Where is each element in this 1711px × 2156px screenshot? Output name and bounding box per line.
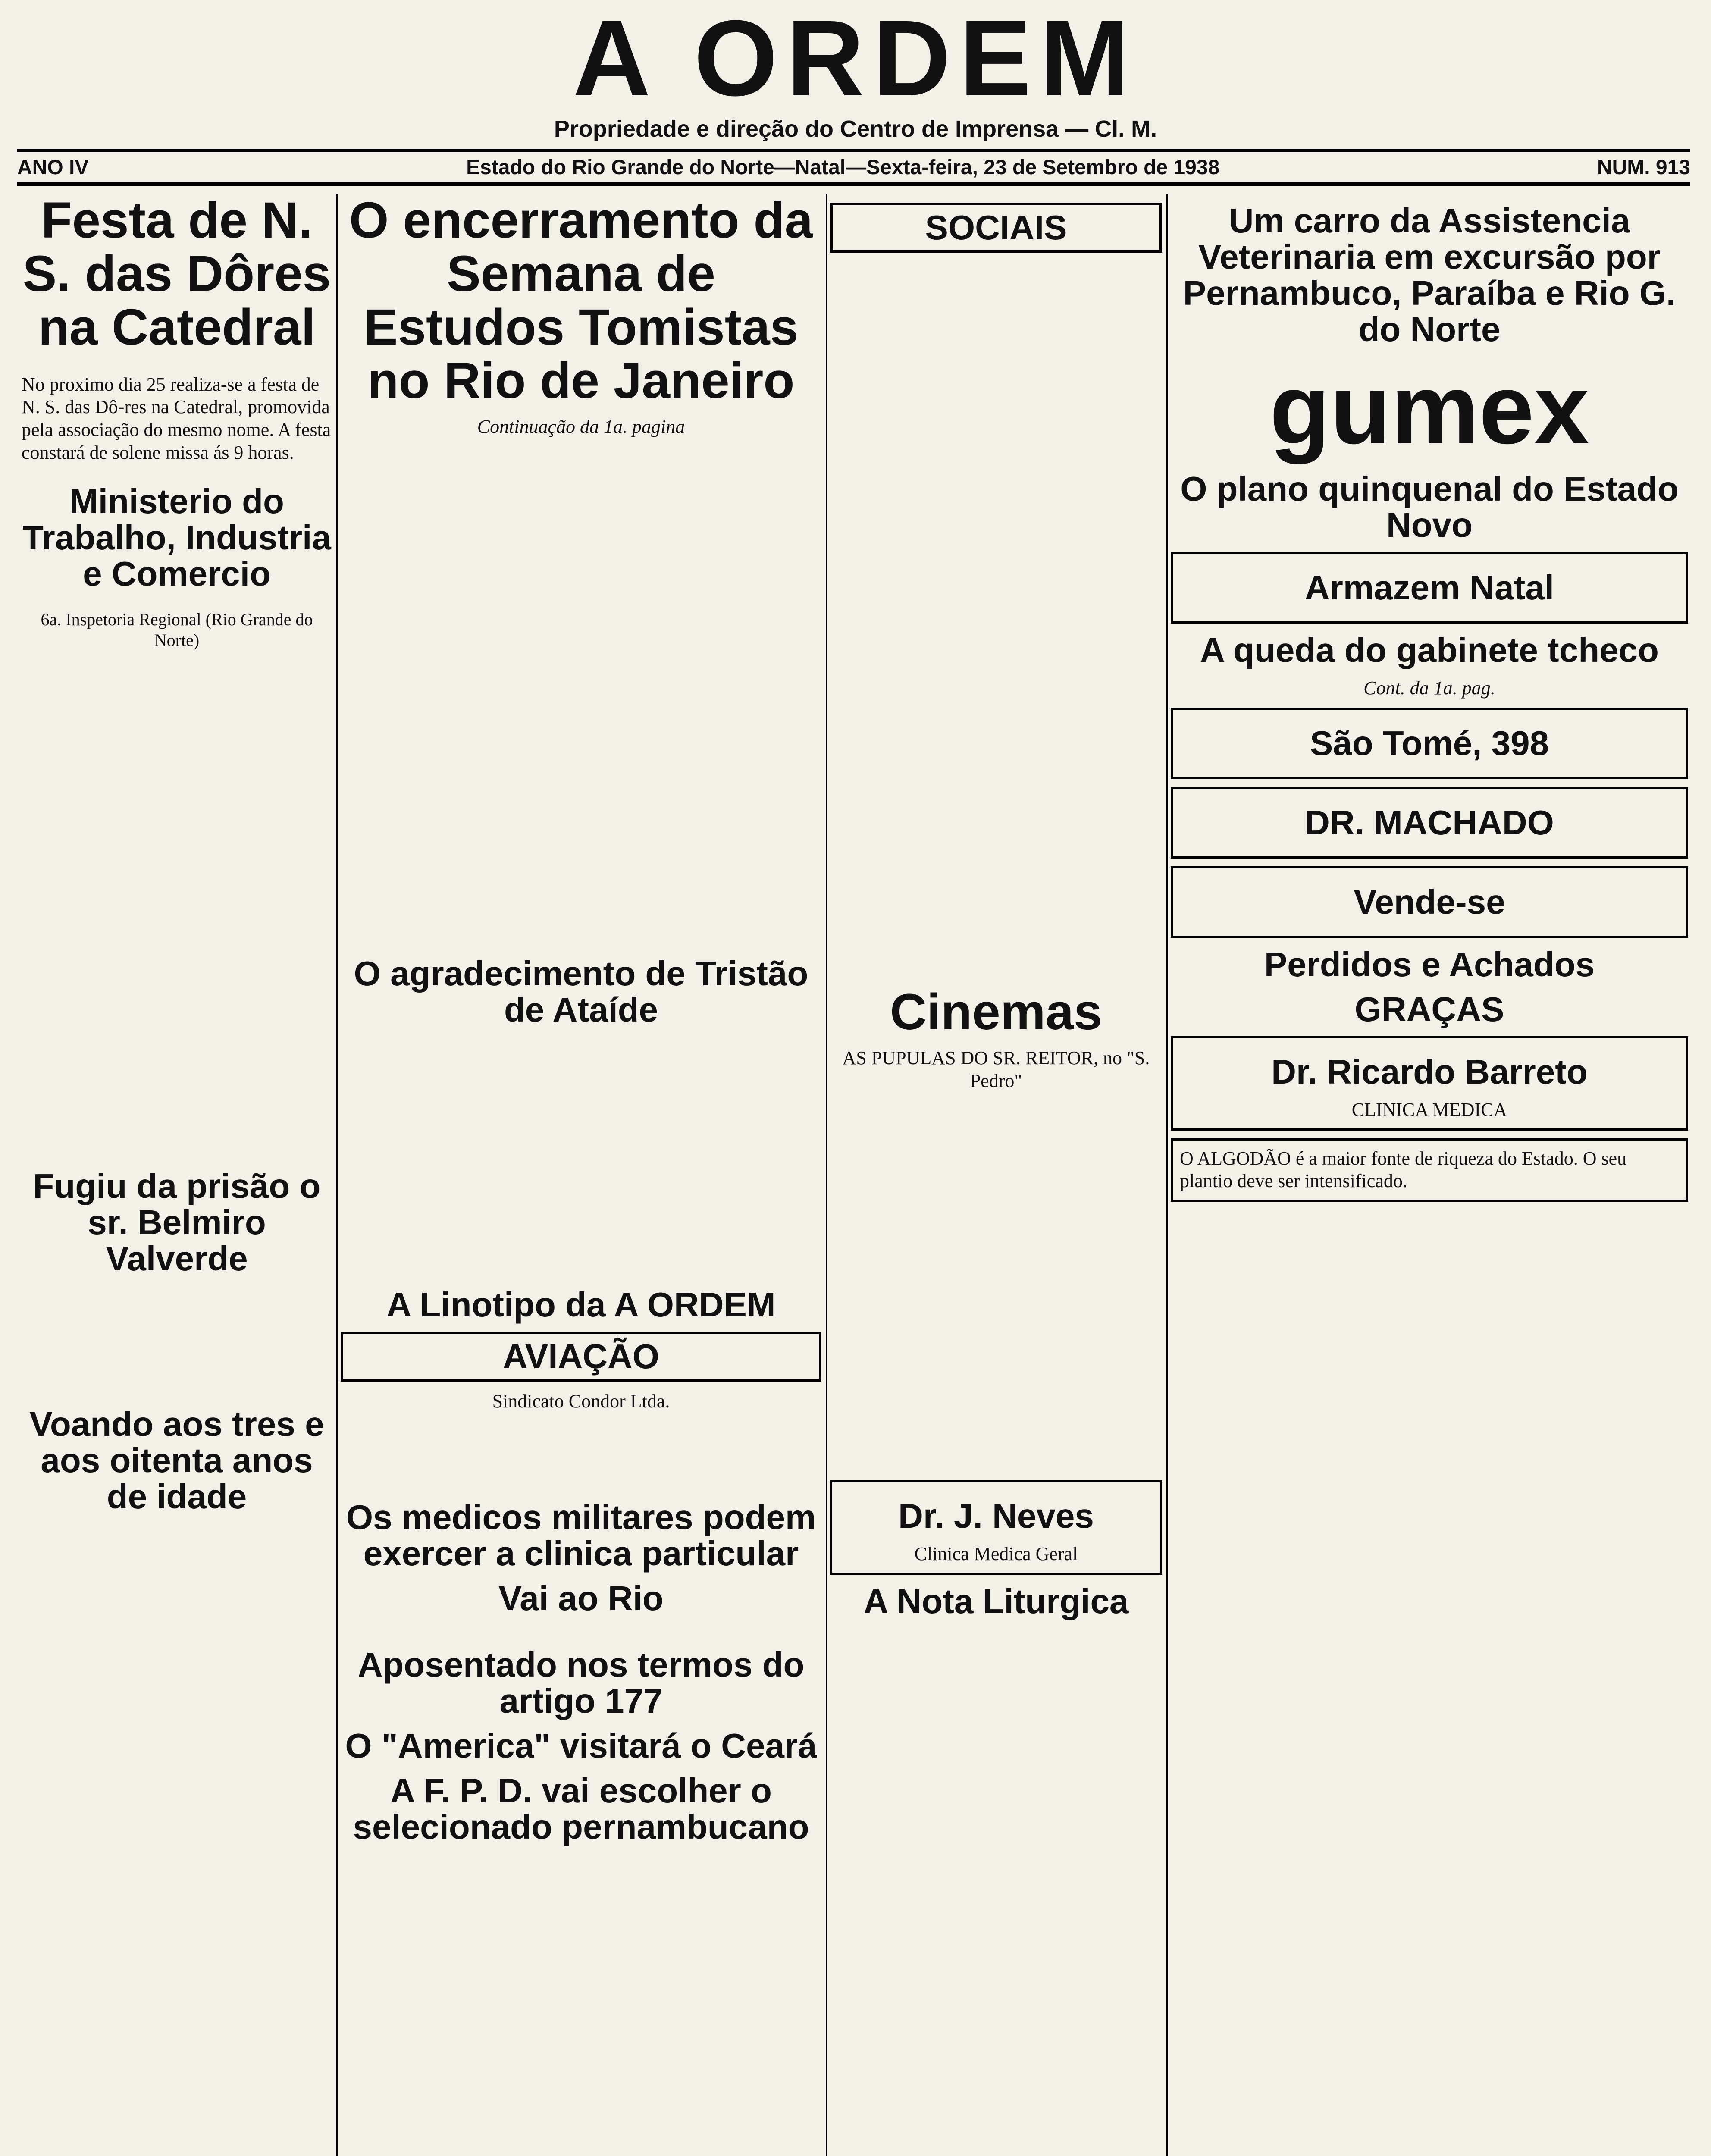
advert-dr-barreto (1171, 1036, 1688, 1131)
continuation-note-2: Cont. da 1a. pag. (1363, 677, 1495, 699)
issue-year: ANO IV (17, 156, 89, 179)
section-sociais: SOCIAIS (830, 203, 1162, 253)
column-rule-2 (826, 194, 827, 2156)
article-festa-dores: No proximo dia 25 realiza-se a festa de N. S. das Dô-res na Catedral, promovida pela associação do mesmo nome. A festa constará de solene missa ás 9 horas. (22, 373, 331, 464)
advert-dr-barreto-subtitle: CLINICA MEDICA (1351, 1099, 1507, 1120)
advert-dr-neves-subtitle: Clinica Medica Geral (914, 1543, 1078, 1565)
masthead-subtitle: Propriedade e direção do Centro de Imprensa — Cl. M. (554, 116, 1157, 142)
advert-dr-machado-title: DR. MACHADO (1305, 803, 1554, 842)
headline-aviacao: AVIAÇÃO (341, 1332, 821, 1382)
column-2 (341, 194, 821, 1854)
algodao-note: O ALGODÃO é a maior fonte de riqueza do Estado. O seu plantio deve ser intensificado. (1171, 1138, 1688, 1202)
headline-agradecimento-tristao: O agradecimento de Tristão de Ataíde (354, 954, 808, 1029)
advert-gumex: gumex (1269, 354, 1589, 464)
newspaper-title: A ORDEM (573, 0, 1138, 118)
advert-vende-title: Vende-se (1354, 882, 1505, 921)
headline-fugiu-prisao: Fugiu da prisão o sr. Belmiro Valverde (33, 1166, 321, 1278)
headline-linotipo: A Linotipo da A ORDEM (386, 1285, 776, 1324)
headline-nota-liturgica: A Nota Liturgica (863, 1582, 1129, 1621)
headline-plano-quinquenal: O plano quinquenal do Estado Novo (1180, 470, 1679, 544)
headline-semana-tomistas: O encerramento da Semana de Estudos Tomistas no Rio de Janeiro (349, 194, 813, 409)
advert-sao-tome-title: São Tomé, 398 (1310, 724, 1549, 762)
issue-date-line: Estado do Rio Grande do Norte—Natal—Sexta-feira, 23 de Setembro de 1938 (466, 156, 1220, 179)
headline-voando-idade: Voando aos tres e aos oitenta anos de idade (29, 1404, 324, 1516)
headline-festa-dores: Festa de N. S. das Dôres na Catedral (22, 194, 331, 356)
headline-perdidos-achados: Perdidos e Achados (1264, 945, 1595, 984)
headline-america-ceara: O "America" visitará o Ceará (345, 1727, 817, 1765)
headline-medicos-militares: Os medicos militares podem exercer a clinica particular (346, 1498, 816, 1573)
issue-number: NUM. 913 (1597, 156, 1690, 179)
subheadline-cinemas: AS PUPULAS DO SR. REITOR, no "S. Pedro" (842, 1047, 1150, 1091)
advert-armazem-title: Armazem Natal (1304, 568, 1554, 607)
advert-dr-barreto-title: Dr. Ricardo Barreto (1271, 1052, 1588, 1091)
continuation-note: Continuação da 1a. pagina (477, 416, 685, 437)
advert-dr-neves (830, 1480, 1162, 1575)
headline-ministerio-trabalho: Ministerio do Trabalho, Industria e Comercio (22, 482, 331, 593)
issue-info-bar (17, 149, 1690, 186)
headline-assistencia-veterinaria: Um carro da Assistencia Veterinaria em excursão por Pernambuco, Paraíba e Rio G. do Norte (1183, 201, 1676, 348)
advert-armazem-natal (1171, 552, 1688, 624)
subheadline-inspetoria: 6a. Inspetoria Regional (Rio Grande do Norte) (41, 609, 313, 650)
advert-sao-tome (1171, 708, 1688, 779)
headline-gracas: GRAÇAS (1354, 990, 1504, 1028)
headline-vai-ao-rio: Vai ao Rio (498, 1579, 664, 1618)
subheadline-condor: Sindicato Condor Ltda. (492, 1391, 670, 1412)
column-3 (830, 194, 1162, 1628)
headline-fpd-selecionado: A F. P. D. vai escolher o selecionado pernambucano (353, 1771, 809, 1846)
column-4 (1171, 194, 1688, 1210)
advert-dr-machado (1171, 787, 1688, 859)
column-rule-3 (1166, 194, 1168, 2156)
column-1 (22, 194, 332, 1523)
headline-queda-gabinete: A queda do gabinete tcheco (1200, 631, 1659, 669)
advert-dr-neves-title: Dr. J. Neves (898, 1497, 1094, 1536)
headline-aposentado: Aposentado nos termos do artigo 177 (357, 1645, 805, 1720)
column-rule-1 (336, 194, 338, 2156)
headline-cinemas: Cinemas (890, 984, 1102, 1040)
advert-vende-se (1171, 866, 1688, 938)
